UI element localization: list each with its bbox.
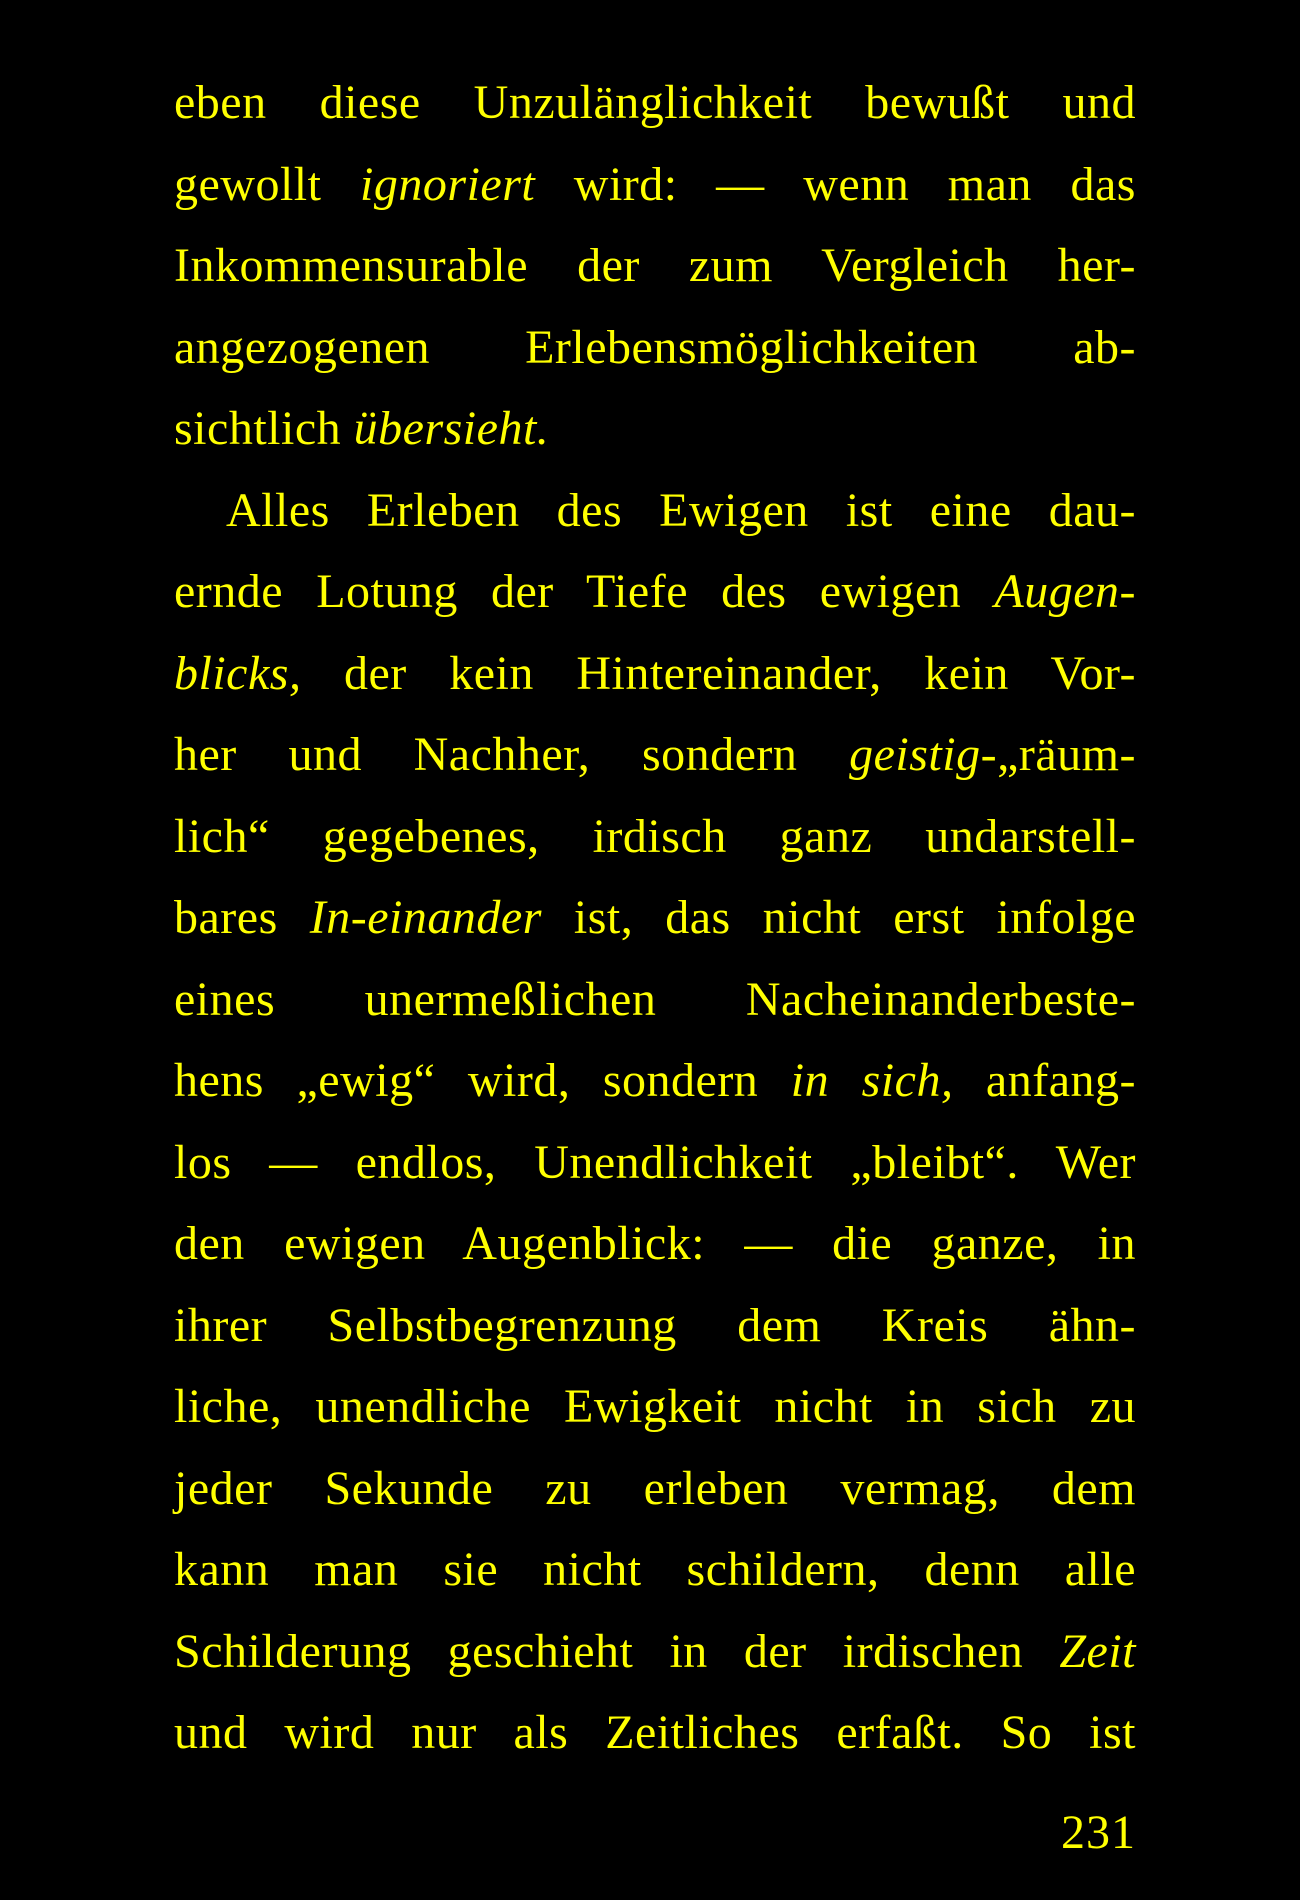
text-line (174, 551, 1136, 633)
text-line (174, 1040, 1136, 1122)
text-segment: los — endlos, Unendlichkeit „bleibt“. Wer (174, 1135, 1136, 1189)
text-line (174, 1285, 1136, 1367)
text-line (174, 796, 1136, 878)
text-segment: eines unermeßlichen Nacheinanderbeste- (174, 972, 1136, 1026)
text-segment: sichtlich (174, 402, 354, 455)
text-line (174, 1692, 1136, 1774)
text-segment: wird: — wenn man das (535, 157, 1136, 211)
text-segment: -„räum- (980, 728, 1136, 781)
text-segment: angezogenen Erlebensmöglichkeiten ab- (174, 320, 1136, 374)
text-line (174, 1529, 1136, 1611)
text-line (174, 1448, 1136, 1530)
italic-text-segment: übersieht. (353, 402, 550, 455)
text-segment: den ewigen Augenblick: — die ganze, in (174, 1217, 1136, 1270)
text-line (174, 714, 1136, 796)
text-segment: der kein Hintereinander, kein Vor- (301, 646, 1136, 700)
italic-text-segment: blicks, (174, 646, 302, 700)
text-segment: her und Nachher, sondern (174, 728, 850, 781)
text-line (174, 633, 1136, 715)
italic-text-segment: In-einander (309, 891, 542, 944)
text-line (174, 470, 1136, 552)
text-line (174, 1366, 1136, 1448)
text-segment: Schilderung geschieht in der irdischen (174, 1624, 1060, 1678)
text-segment: lich“ gegebenes, irdisch ganz undarstell- (174, 809, 1136, 863)
italic-text-segment: in sich, (790, 1054, 954, 1107)
text-segment: jeder Sekunde zu erleben vermag, dem (174, 1461, 1136, 1515)
text-line (174, 225, 1136, 307)
text-segment: Alles Erleben des Ewigen ist eine dau- (226, 483, 1136, 537)
text-line (174, 1611, 1136, 1693)
text-segment: ihrer Selbstbegrenzung dem Kreis ähn- (174, 1298, 1136, 1352)
text-segment: hens „ewig“ wird, sondern (174, 1054, 791, 1107)
text-line (174, 1203, 1136, 1285)
text-line (174, 1122, 1136, 1204)
body-text (174, 62, 1136, 1774)
text-segment: anfang- (953, 1054, 1136, 1107)
italic-text-segment: ignoriert (360, 157, 536, 211)
text-segment: liche, unendliche Ewigkeit nicht in sich zu (174, 1380, 1136, 1433)
page-number: 231 (1061, 1806, 1136, 1859)
text-line (174, 959, 1136, 1041)
text-segment: eben diese Unzulänglichkeit bewußt und (174, 76, 1136, 129)
text-segment: ernde Lotung der Tiefe des ewigen (174, 565, 995, 618)
italic-text-segment: geistig (849, 728, 981, 781)
italic-text-segment: Augen- (994, 565, 1136, 618)
text-line (174, 388, 1136, 470)
text-line (174, 144, 1136, 226)
text-segment: kann man sie nicht schildern, denn alle (174, 1543, 1136, 1596)
text-segment: ist, das nicht erst infolge (541, 891, 1136, 944)
text-segment: bares (174, 891, 310, 944)
text-segment: Inkommensurable der zum Vergleich her- (174, 239, 1136, 292)
text-segment: gewollt (174, 157, 361, 211)
text-line (174, 307, 1136, 389)
text-segment: und wird nur als Zeitliches erfaßt. So ist (174, 1706, 1136, 1759)
text-line (174, 877, 1136, 959)
italic-text-segment: Zeit (1059, 1624, 1136, 1678)
text-line (174, 62, 1136, 144)
